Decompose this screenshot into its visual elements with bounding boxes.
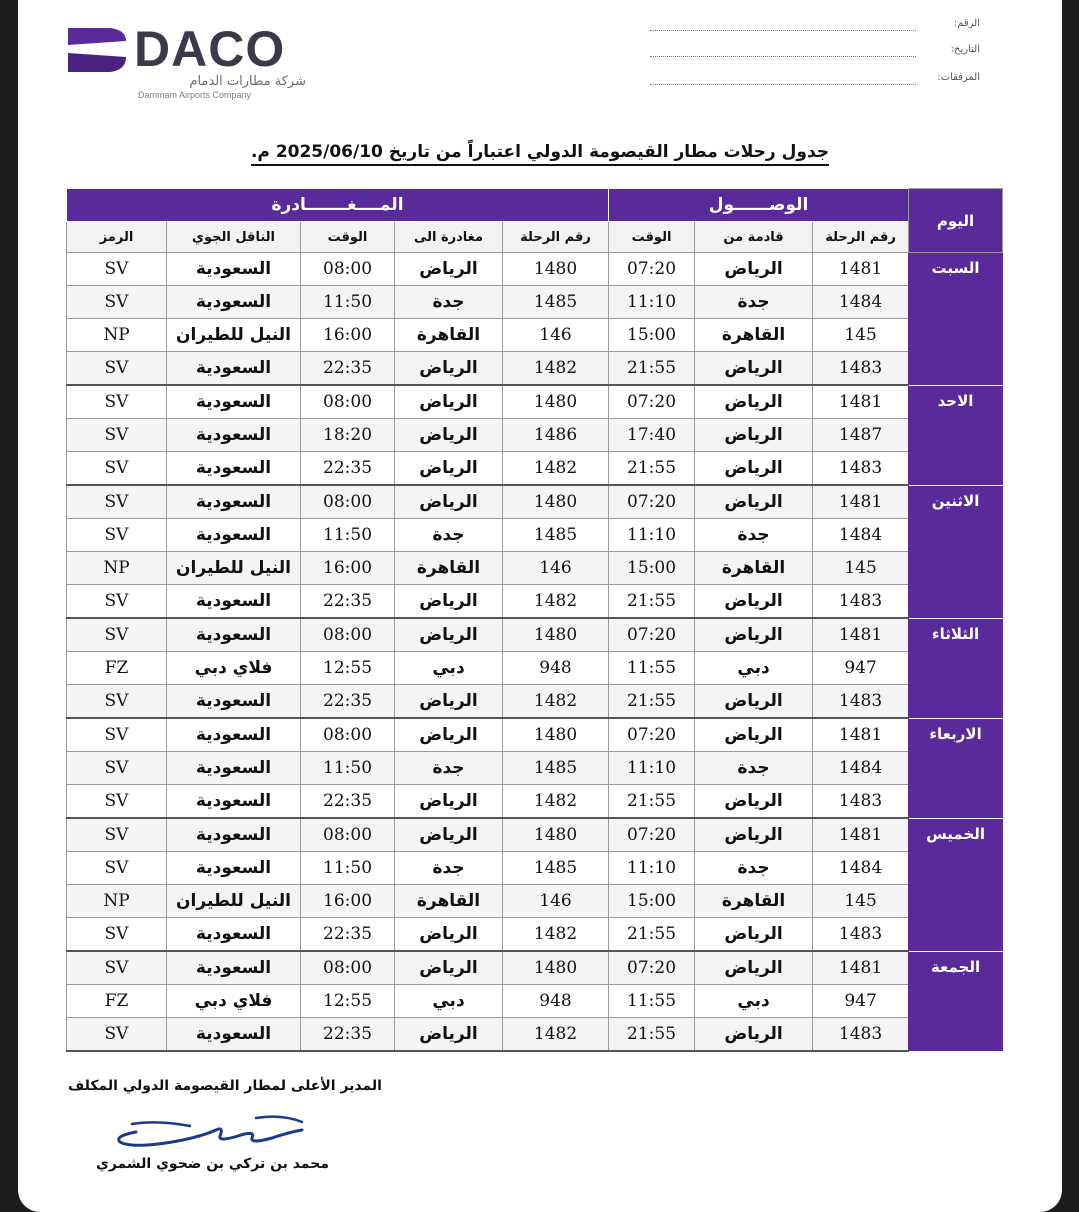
code-cell: SV xyxy=(67,352,167,386)
table-row xyxy=(67,785,1003,819)
reference-number-label: الرقم: xyxy=(953,18,980,29)
table-row xyxy=(67,985,1003,1018)
dep-time-cell: 11:50 xyxy=(301,286,395,319)
code-cell: NP xyxy=(67,319,167,352)
carrier-header: الناقل الجوي xyxy=(167,222,301,253)
dep-flight-cell: 948 xyxy=(503,985,609,1018)
arr-time-cell: 11:10 xyxy=(609,752,695,785)
arr-flight-cell: 145 xyxy=(813,319,909,352)
dep-flight-cell: 1482 xyxy=(503,452,609,486)
arr-from-cell: الرياض xyxy=(695,951,813,985)
dep-time-cell: 22:35 xyxy=(301,585,395,619)
arr-flight-header: رقم الرحلة xyxy=(813,222,909,253)
brand-english-name: Dammam Airports Company xyxy=(138,90,252,100)
dep-time-cell: 11:50 xyxy=(301,519,395,552)
arr-flight-cell: 1481 xyxy=(813,485,909,519)
carrier-cell: النيل للطيران xyxy=(167,319,301,352)
arr-flight-cell: 1483 xyxy=(813,352,909,386)
arr-from-cell: الرياض xyxy=(695,918,813,952)
table-row xyxy=(67,485,1003,519)
daco-logo-mark-icon xyxy=(66,24,128,76)
arr-from-cell: الرياض xyxy=(695,818,813,852)
arr-from-cell: دبي xyxy=(695,985,813,1018)
code-cell: SV xyxy=(67,685,167,719)
carrier-cell: السعودية xyxy=(167,1018,301,1052)
dep-time-cell: 16:00 xyxy=(301,319,395,352)
table-row xyxy=(67,618,1003,652)
arr-time-cell: 21:55 xyxy=(609,918,695,952)
carrier-cell: السعودية xyxy=(167,485,301,519)
dep-flight-cell: 1485 xyxy=(503,286,609,319)
schedule-body xyxy=(67,253,1003,1052)
arr-time-cell: 07:20 xyxy=(609,253,695,286)
table-row xyxy=(67,385,1003,419)
arr-time-cell: 11:55 xyxy=(609,985,695,1018)
dep-flight-header: رقم الرحلة xyxy=(503,222,609,253)
arr-from-cell: الرياض xyxy=(695,485,813,519)
arr-flight-cell: 1487 xyxy=(813,419,909,452)
dep-to-cell: جدة xyxy=(395,286,503,319)
code-cell: SV xyxy=(67,818,167,852)
arr-time-cell: 15:00 xyxy=(609,319,695,352)
table-row xyxy=(67,652,1003,685)
arr-flight-cell: 1483 xyxy=(813,1018,909,1052)
arr-time-cell: 07:20 xyxy=(609,818,695,852)
arr-flight-cell: 1481 xyxy=(813,718,909,752)
dep-flight-cell: 948 xyxy=(503,652,609,685)
carrier-cell: فلاي دبي xyxy=(167,652,301,685)
code-cell: NP xyxy=(67,552,167,585)
table-row xyxy=(67,885,1003,918)
arr-time-cell: 11:10 xyxy=(609,852,695,885)
arr-from-cell: الرياض xyxy=(695,685,813,719)
arr-flight-cell: 1483 xyxy=(813,785,909,819)
arr-flight-cell: 1481 xyxy=(813,618,909,652)
dep-time-cell: 11:50 xyxy=(301,852,395,885)
dep-to-cell: جدة xyxy=(395,852,503,885)
table-row xyxy=(67,552,1003,585)
code-cell: SV xyxy=(67,951,167,985)
arr-from-cell: جدة xyxy=(695,852,813,885)
arr-flight-cell: 1481 xyxy=(813,951,909,985)
dep-flight-cell: 1485 xyxy=(503,752,609,785)
dep-to-cell: الرياض xyxy=(395,352,503,386)
day-column-header: اليوم xyxy=(909,189,1003,253)
dep-time-cell: 08:00 xyxy=(301,385,395,419)
code-cell: FZ xyxy=(67,652,167,685)
table-row xyxy=(67,685,1003,719)
day-cell: الاربعاء xyxy=(909,718,1003,818)
day-cell: الجمعة xyxy=(909,951,1003,1051)
dep-flight-cell: 1480 xyxy=(503,618,609,652)
carrier-cell: السعودية xyxy=(167,785,301,819)
carrier-cell: السعودية xyxy=(167,286,301,319)
dep-flight-cell: 1480 xyxy=(503,951,609,985)
arr-time-cell: 11:10 xyxy=(609,286,695,319)
arr-flight-cell: 1483 xyxy=(813,585,909,619)
dep-flight-cell: 1480 xyxy=(503,253,609,286)
signer-title: المدير الأعلى لمطار القيصومة الدولي المكلف xyxy=(68,1078,382,1094)
code-cell: SV xyxy=(67,452,167,486)
dep-time-cell: 12:55 xyxy=(301,985,395,1018)
carrier-cell: السعودية xyxy=(167,685,301,719)
dep-flight-cell: 1482 xyxy=(503,785,609,819)
dep-time-cell: 22:35 xyxy=(301,352,395,386)
arr-time-header: الوقت xyxy=(609,222,695,253)
dep-time-cell: 08:00 xyxy=(301,253,395,286)
arr-from-cell: الرياض xyxy=(695,452,813,486)
carrier-cell: السعودية xyxy=(167,452,301,486)
table-row xyxy=(67,585,1003,619)
dep-time-cell: 08:00 xyxy=(301,818,395,852)
dep-time-cell: 18:20 xyxy=(301,419,395,452)
dep-to-cell: القاهرة xyxy=(395,319,503,352)
arr-time-cell: 17:40 xyxy=(609,419,695,452)
arrival-group-header: الوصــــــول xyxy=(609,189,909,222)
arr-time-cell: 21:55 xyxy=(609,452,695,486)
arr-flight-cell: 947 xyxy=(813,652,909,685)
arr-flight-cell: 1484 xyxy=(813,519,909,552)
carrier-cell: السعودية xyxy=(167,519,301,552)
day-cell: الاحد xyxy=(909,385,1003,485)
reference-number-field xyxy=(650,14,980,36)
dep-flight-cell: 1482 xyxy=(503,352,609,386)
dep-to-cell: الرياض xyxy=(395,685,503,719)
code-cell: SV xyxy=(67,419,167,452)
page-title-text: جدول رحلات مطار القيصومة الدولي اعتباراً من تاريخ 2025/06/10 م. xyxy=(251,142,829,166)
table-row xyxy=(67,319,1003,352)
dep-time-cell: 22:35 xyxy=(301,785,395,819)
dep-time-cell: 22:35 xyxy=(301,452,395,486)
table-row xyxy=(67,419,1003,452)
dep-time-header: الوقت xyxy=(301,222,395,253)
arr-from-cell: جدة xyxy=(695,752,813,785)
dep-time-cell: 12:55 xyxy=(301,652,395,685)
reference-attachments-label: المرفقات: xyxy=(937,72,980,83)
dep-to-cell: الرياض xyxy=(395,951,503,985)
carrier-cell: السعودية xyxy=(167,385,301,419)
dep-time-cell: 16:00 xyxy=(301,552,395,585)
carrier-cell: النيل للطيران xyxy=(167,885,301,918)
dep-flight-cell: 1482 xyxy=(503,685,609,719)
dep-to-cell: الرياض xyxy=(395,918,503,952)
code-cell: SV xyxy=(67,1018,167,1052)
arr-from-cell: الرياض xyxy=(695,585,813,619)
arr-from-cell: دبي xyxy=(695,652,813,685)
reference-date-field xyxy=(650,40,980,62)
dep-to-cell: الرياض xyxy=(395,618,503,652)
table-row xyxy=(67,286,1003,319)
code-cell: FZ xyxy=(67,985,167,1018)
departure-group-header: المــــغـــــــادرة xyxy=(67,189,609,222)
dep-time-cell: 08:00 xyxy=(301,618,395,652)
dep-flight-cell: 146 xyxy=(503,552,609,585)
arr-time-cell: 21:55 xyxy=(609,685,695,719)
dep-to-cell: القاهرة xyxy=(395,552,503,585)
arr-time-cell: 21:55 xyxy=(609,1018,695,1052)
dep-to-cell: الرياض xyxy=(395,452,503,486)
table-row xyxy=(67,519,1003,552)
dep-to-cell: دبي xyxy=(395,652,503,685)
table-row xyxy=(67,452,1003,486)
dep-to-cell: الرياض xyxy=(395,485,503,519)
carrier-cell: السعودية xyxy=(167,852,301,885)
code-cell: SV xyxy=(67,519,167,552)
dep-to-cell: الرياض xyxy=(395,718,503,752)
reference-date-label: التاريخ: xyxy=(950,44,980,55)
dep-time-cell: 08:00 xyxy=(301,485,395,519)
dep-flight-cell: 1480 xyxy=(503,485,609,519)
arr-time-cell: 07:20 xyxy=(609,951,695,985)
code-cell: NP xyxy=(67,885,167,918)
arr-time-cell: 21:55 xyxy=(609,785,695,819)
arr-from-cell: القاهرة xyxy=(695,552,813,585)
carrier-cell: السعودية xyxy=(167,419,301,452)
code-cell: SV xyxy=(67,253,167,286)
arr-from-cell: الرياض xyxy=(695,1018,813,1052)
arr-flight-cell: 145 xyxy=(813,552,909,585)
table-row xyxy=(67,852,1003,885)
arr-from-cell: القاهرة xyxy=(695,319,813,352)
carrier-cell: السعودية xyxy=(167,352,301,386)
dep-flight-cell: 1485 xyxy=(503,519,609,552)
arr-time-cell: 11:55 xyxy=(609,652,695,685)
arr-from-cell: جدة xyxy=(695,519,813,552)
table-row xyxy=(67,253,1003,286)
arr-from-cell: الرياض xyxy=(695,718,813,752)
dep-flight-cell: 1486 xyxy=(503,419,609,452)
arr-time-cell: 11:10 xyxy=(609,519,695,552)
dep-flight-cell: 1480 xyxy=(503,385,609,419)
arr-time-cell: 07:20 xyxy=(609,485,695,519)
carrier-cell: السعودية xyxy=(167,585,301,619)
carrier-cell: السعودية xyxy=(167,951,301,985)
dep-time-cell: 22:35 xyxy=(301,918,395,952)
arr-flight-cell: 1481 xyxy=(813,253,909,286)
dep-time-cell: 16:00 xyxy=(301,885,395,918)
code-cell: SV xyxy=(67,918,167,952)
dep-time-cell: 08:00 xyxy=(301,718,395,752)
dep-flight-cell: 146 xyxy=(503,319,609,352)
arr-from-header: قادمة من xyxy=(695,222,813,253)
arr-from-cell: الرياض xyxy=(695,618,813,652)
arr-flight-cell: 1484 xyxy=(813,852,909,885)
dep-to-cell: الرياض xyxy=(395,1018,503,1052)
carrier-cell: السعودية xyxy=(167,752,301,785)
dep-to-cell: الرياض xyxy=(395,419,503,452)
code-header: الرمز xyxy=(67,222,167,253)
dep-time-cell: 08:00 xyxy=(301,951,395,985)
dep-flight-cell: 1480 xyxy=(503,818,609,852)
dep-flight-cell: 1485 xyxy=(503,852,609,885)
reference-date-line xyxy=(650,56,916,57)
table-row xyxy=(67,718,1003,752)
dep-flight-cell: 1482 xyxy=(503,585,609,619)
table-row xyxy=(67,352,1003,386)
dep-time-cell: 11:50 xyxy=(301,752,395,785)
arr-flight-cell: 1484 xyxy=(813,286,909,319)
arr-time-cell: 21:55 xyxy=(609,585,695,619)
carrier-cell: السعودية xyxy=(167,918,301,952)
arr-time-cell: 07:20 xyxy=(609,718,695,752)
carrier-cell: السعودية xyxy=(167,718,301,752)
dep-flight-cell: 146 xyxy=(503,885,609,918)
reference-attachments-field xyxy=(650,68,980,90)
arr-from-cell: الرياض xyxy=(695,352,813,386)
dep-to-cell: الرياض xyxy=(395,585,503,619)
dep-to-cell: جدة xyxy=(395,519,503,552)
brand-name: DACO xyxy=(134,21,286,77)
code-cell: SV xyxy=(67,852,167,885)
dep-time-cell: 22:35 xyxy=(301,1018,395,1052)
day-cell: الثلاثاء xyxy=(909,618,1003,718)
dep-flight-cell: 1482 xyxy=(503,1018,609,1052)
arr-flight-cell: 947 xyxy=(813,985,909,1018)
dep-to-cell: الرياض xyxy=(395,253,503,286)
table-row xyxy=(67,1018,1003,1052)
code-cell: SV xyxy=(67,485,167,519)
table-row xyxy=(67,752,1003,785)
arr-time-cell: 15:00 xyxy=(609,885,695,918)
day-cell: السبت xyxy=(909,253,1003,386)
day-cell: الاثنين xyxy=(909,485,1003,618)
arr-flight-cell: 1484 xyxy=(813,752,909,785)
reference-number-line xyxy=(650,30,916,31)
dep-to-cell: دبي xyxy=(395,985,503,1018)
arr-from-cell: الرياض xyxy=(695,419,813,452)
code-cell: SV xyxy=(67,385,167,419)
dep-to-cell: جدة xyxy=(395,752,503,785)
table-row xyxy=(67,951,1003,985)
arr-flight-cell: 1483 xyxy=(813,918,909,952)
code-cell: SV xyxy=(67,752,167,785)
arr-from-cell: الرياض xyxy=(695,253,813,286)
arr-flight-cell: 1481 xyxy=(813,385,909,419)
arr-flight-cell: 1481 xyxy=(813,818,909,852)
dep-to-cell: الرياض xyxy=(395,818,503,852)
dep-to-cell: الرياض xyxy=(395,385,503,419)
dep-flight-cell: 1482 xyxy=(503,918,609,952)
signer-name: محمد بن تركي بن ضحوي الشمري xyxy=(96,1156,330,1172)
arr-from-cell: الرياض xyxy=(695,385,813,419)
arr-time-cell: 07:20 xyxy=(609,618,695,652)
table-row xyxy=(67,918,1003,952)
document-page xyxy=(18,0,1062,1212)
table-row xyxy=(67,818,1003,852)
code-cell: SV xyxy=(67,618,167,652)
daco-logo xyxy=(66,18,336,108)
handwritten-signature-icon xyxy=(106,1110,316,1152)
code-cell: SV xyxy=(67,585,167,619)
page-title xyxy=(18,142,1062,162)
carrier-cell: السعودية xyxy=(167,818,301,852)
arr-from-cell: جدة xyxy=(695,286,813,319)
carrier-cell: السعودية xyxy=(167,618,301,652)
arr-time-cell: 21:55 xyxy=(609,352,695,386)
arr-time-cell: 15:00 xyxy=(609,552,695,585)
day-cell: الخميس xyxy=(909,818,1003,951)
dep-time-cell: 22:35 xyxy=(301,685,395,719)
brand-arabic-name: شركة مطارات الدمام xyxy=(189,74,306,89)
carrier-cell: السعودية xyxy=(167,253,301,286)
flight-schedule-table xyxy=(66,188,1003,1052)
carrier-cell: فلاي دبي xyxy=(167,985,301,1018)
arr-flight-cell: 145 xyxy=(813,885,909,918)
dep-to-cell: القاهرة xyxy=(395,885,503,918)
code-cell: SV xyxy=(67,785,167,819)
code-cell: SV xyxy=(67,718,167,752)
dep-flight-cell: 1480 xyxy=(503,718,609,752)
arr-from-cell: القاهرة xyxy=(695,885,813,918)
code-cell: SV xyxy=(67,286,167,319)
carrier-cell: النيل للطيران xyxy=(167,552,301,585)
arr-from-cell: الرياض xyxy=(695,785,813,819)
arr-flight-cell: 1483 xyxy=(813,685,909,719)
dep-to-header: مغادرة الى xyxy=(395,222,503,253)
reference-attachments-line xyxy=(650,84,916,85)
arr-flight-cell: 1483 xyxy=(813,452,909,486)
dep-to-cell: الرياض xyxy=(395,785,503,819)
arr-time-cell: 07:20 xyxy=(609,385,695,419)
